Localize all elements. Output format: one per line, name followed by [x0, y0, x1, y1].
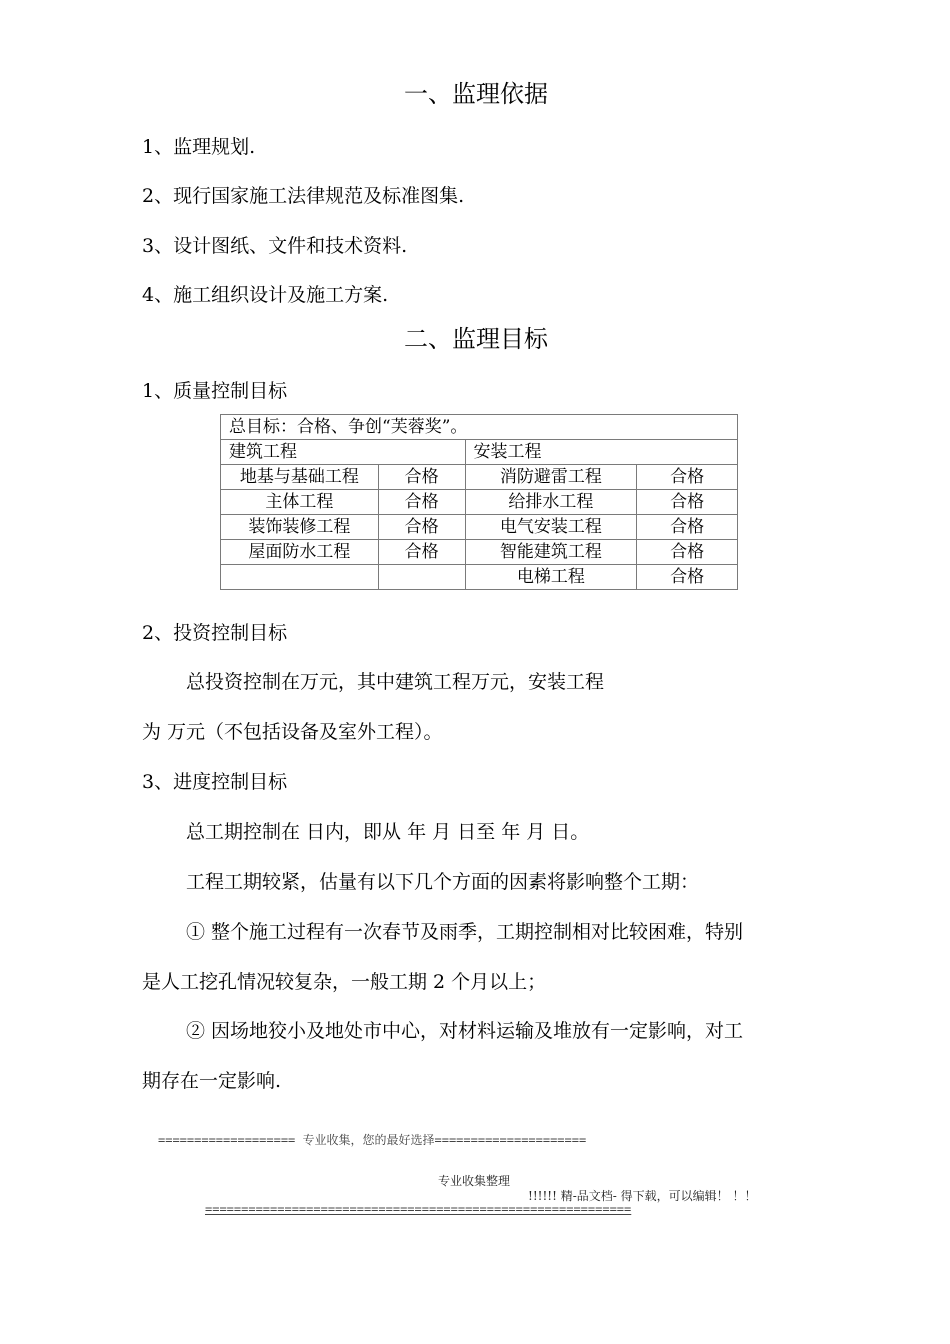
- basis-item-2: 2、现行国家施工法律规范及标准图集.: [142, 185, 465, 207]
- quality-heading: 1、质量控制目标: [142, 380, 288, 402]
- table-cell: 装饰装修工程: [221, 515, 379, 540]
- table-cell: 合格: [637, 465, 738, 490]
- table-cell: 地基与基础工程: [221, 465, 379, 490]
- footer-line4: ===========================================================: [205, 1202, 632, 1216]
- investment-text-line2: 为 万元（不包括设备及室外工程）。: [142, 721, 443, 743]
- basis-item-4: 4、施工组织设计及施工方案.: [142, 284, 389, 306]
- table-row: [221, 490, 738, 515]
- table-row: [221, 440, 738, 465]
- factor2-line1: ② 因场地狡小及地处市中心，对材料运输及堆放有一定影响，对工: [186, 1020, 744, 1042]
- table-row: [221, 540, 738, 565]
- group-header-building: 建筑工程: [221, 440, 466, 465]
- table-cell: 智能建筑工程: [465, 540, 637, 565]
- overall-goal-cell: 总目标：合格、争创“芙蓉奖”。: [221, 415, 738, 440]
- section2-title: 二、监理目标: [404, 325, 548, 353]
- table-cell: 合格: [378, 490, 465, 515]
- table-cell: 合格: [637, 540, 738, 565]
- footer-line3: !!!!!! 精-品文档- 得下载，可以编辑！ ！！: [528, 1189, 757, 1203]
- basis-item-1: 1、监理规划.: [142, 136, 256, 158]
- schedule-text-line2: 工程工期较紧，估量有以下几个方面的因素将影响整个工期：: [186, 871, 700, 893]
- table-cell: 合格: [378, 465, 465, 490]
- section1-title: 一、监理依据: [404, 80, 548, 108]
- investment-text-line1: 总投资控制在万元，其中建筑工程万元，安装工程: [186, 671, 605, 693]
- factor2-line2: 期存在一定影响.: [142, 1070, 282, 1092]
- table-cell: 合格: [637, 490, 738, 515]
- table-cell: 电气安装工程: [465, 515, 637, 540]
- table-cell: 合格: [637, 565, 738, 590]
- table-cell: 屋面防水工程: [221, 540, 379, 565]
- footer-line1: =================== 专业收集，您的最好选择=====================: [158, 1133, 587, 1147]
- footer-line2: 专业收集整理: [438, 1174, 511, 1188]
- table-row: [221, 415, 738, 440]
- investment-heading: 2、投资控制目标: [142, 622, 288, 644]
- table-row: [221, 515, 738, 540]
- table-cell: 消防避雷工程: [465, 465, 637, 490]
- factor1-line1: ① 整个施工过程有一次春节及雨季，工期控制相对比较困难，特别: [186, 921, 744, 943]
- table-cell: 合格: [378, 540, 465, 565]
- basis-item-3: 3、设计图纸、文件和技术资料.: [142, 235, 408, 257]
- table-cell: [378, 565, 465, 590]
- table-row: [221, 565, 738, 590]
- table-cell: 电梯工程: [465, 565, 637, 590]
- quality-goals-table: [220, 414, 738, 590]
- table-cell: 主体工程: [221, 490, 379, 515]
- table-cell: [221, 565, 379, 590]
- table-cell: 合格: [637, 515, 738, 540]
- schedule-heading: 3、进度控制目标: [142, 771, 288, 793]
- table-cell: 合格: [378, 515, 465, 540]
- group-header-installation: 安装工程: [465, 440, 737, 465]
- table-cell: 给排水工程: [465, 490, 637, 515]
- schedule-text-line1: 总工期控制在 日内，即从 年 月 日至 年 月 日。: [186, 821, 590, 843]
- table-row: [221, 465, 738, 490]
- factor1-line2: 是人工挖孔情况较复杂，一般工期 2 个月以上；: [142, 971, 547, 993]
